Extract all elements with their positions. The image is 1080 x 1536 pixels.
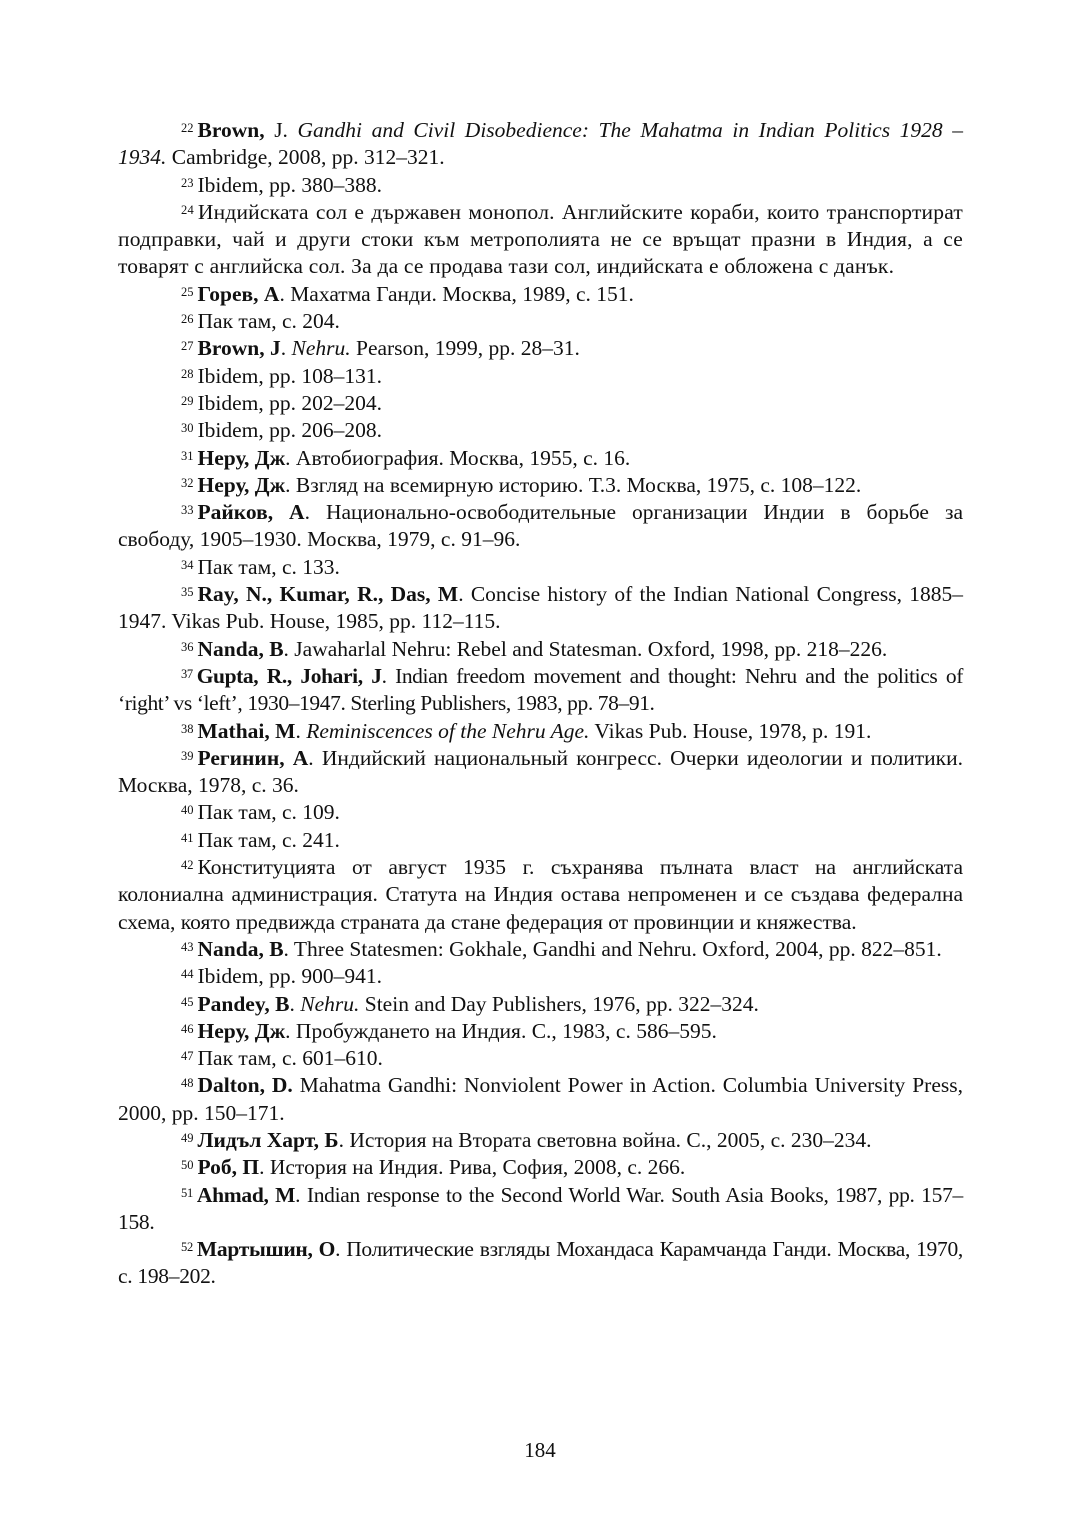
footnote-author: Ahmad, M <box>196 1182 296 1207</box>
footnote-number: 37 <box>181 666 193 681</box>
footnote-25 <box>118 281 963 308</box>
footnote-22 <box>118 117 963 172</box>
page-number: 184 <box>524 1438 556 1462</box>
footnote-separator: . <box>280 336 292 361</box>
footnote-author: Неру, Дж <box>197 1018 286 1043</box>
footnote-number: 40 <box>181 803 194 818</box>
footnote-author: Регинин, А <box>197 745 309 770</box>
footnote-47 <box>118 1045 963 1072</box>
footnote-36 <box>118 636 963 663</box>
footnote-number: 48 <box>181 1076 194 1091</box>
footnote-author: Ray, N., Kumar, R., Das, M <box>197 582 459 607</box>
footnote-number: 27 <box>181 339 194 354</box>
footnote-number: 22 <box>181 121 194 135</box>
footnote-number: 41 <box>181 830 194 845</box>
footnote-text: Пак там, с. 109. <box>197 800 340 825</box>
footnote-39 <box>118 745 963 800</box>
footnote-text: . Concise history of the Indian National Congress, 1885–1947. Vikas Pub. House, 1985, pp. 112–115. <box>118 582 963 634</box>
footnote-number: 50 <box>181 1158 194 1173</box>
footnote-separator: . <box>289 991 301 1016</box>
footnote-text: Пак там, с. 601–610. <box>197 1046 383 1071</box>
footnote-number: 36 <box>181 639 194 654</box>
footnote-33 <box>118 499 963 554</box>
footnote-number: 25 <box>181 284 194 299</box>
footnote-text: . Махатма Ганди. Москва, 1989, с. 151. <box>279 281 634 306</box>
footnote-text: . Three Statesmen: Gokhale, Gandhi and Nehru. Oxford, 2004, pp. 822–851. <box>283 936 942 961</box>
footnote-50 <box>118 1154 963 1181</box>
footnote-31 <box>118 445 963 472</box>
footnote-23 <box>118 172 963 199</box>
footnote-separator: J. <box>264 118 298 142</box>
footnote-separator: . <box>295 718 307 743</box>
footnote-number: 31 <box>181 448 194 463</box>
footnote-text: Ibidem, pp. 206–208. <box>197 418 383 443</box>
footnote-author: Gupta, R., Johari, J <box>196 663 382 688</box>
footnote-text: Пак там, с. 204. <box>197 309 340 334</box>
footnote-number: 51 <box>181 1185 193 1200</box>
footnote-text: Ibidem, pp. 108–131. <box>197 363 383 388</box>
footnote-number: 43 <box>181 939 194 954</box>
footnote-text: Ibidem, pp. 380–388. <box>197 172 383 197</box>
footnote-text: . Indian freedom movement and thought: Nehru and the politics of ‘right’ vs ‘left’, 1930–1947. Sterling Publishers, 1983, pp. 78–91. <box>118 663 963 716</box>
footnote-text: Ibidem, pp. 900–941. <box>197 964 383 989</box>
footnote-title: Reminiscences of the Nehru Age. <box>306 718 590 743</box>
footnote-35 <box>118 581 963 636</box>
footnote-number: 35 <box>181 585 194 600</box>
footnotes-list <box>118 117 963 1291</box>
footnote-32 <box>118 472 963 499</box>
footnote-52 <box>118 1236 963 1291</box>
footnote-number: 38 <box>181 721 194 736</box>
footnote-number: 34 <box>181 557 194 572</box>
footnote-number: 32 <box>181 475 194 490</box>
footnote-48 <box>118 1072 963 1127</box>
footnote-38 <box>118 718 963 745</box>
footnote-46 <box>118 1018 963 1045</box>
footnote-26 <box>118 308 963 335</box>
footnote-27 <box>118 335 963 362</box>
footnote-author: Райков, А <box>197 500 305 525</box>
footnote-45 <box>118 991 963 1018</box>
footnote-text: Cambridge, 2008, pp. 312–321. <box>166 145 445 170</box>
footnote-37 <box>118 663 963 718</box>
footnote-24 <box>118 199 963 281</box>
footnote-title: Gandhi and Civil Disobedience: The Mahatma in Indian Politics 1928 – 1934. <box>118 118 963 170</box>
footnote-43 <box>118 936 963 963</box>
footnote-42 <box>118 854 963 936</box>
footnote-49 <box>118 1127 963 1154</box>
footnote-29 <box>118 390 963 417</box>
footnote-text: . Политические взгляды Мохандаса Карамчанда Ганди. Москва, 1970, с. 198–202. <box>118 1237 963 1289</box>
footnote-text: Ibidem, pp. 202–204. <box>197 390 383 415</box>
footnote-text: Индийската сол е държавен монопол. Английските кораби, които транспортират подправки, чай и други стоки към метрополията не се връщат празни в Индия, а се товарят с английска сол. За да се продава тази сол, индийската е обложена с данък. <box>118 199 963 279</box>
footnote-text: . Национально-освободительные организации Индии в борьбе за свободу, 1905–1930. Москва, 1979, с. 91–96. <box>118 500 963 552</box>
footnote-text: . Indian response to the Second World War. South Asia Books, 1987, pp. 157–158. <box>118 1182 963 1234</box>
footnote-number: 28 <box>181 366 194 381</box>
footnote-number: 44 <box>181 967 194 982</box>
footnote-text: . Jawaharlal Nehru: Rebel and Statesman. Oxford, 1998, pp. 218–226. <box>283 636 888 661</box>
footnote-text: . Взгляд на всемирную историю. Т.3. Москва, 1975, с. 108–122. <box>285 472 862 497</box>
footnote-text: . История на Втората световна война. С., 2005, с. 230–234. <box>338 1127 872 1152</box>
footnote-author: Горев, А <box>197 281 280 306</box>
footnote-number: 30 <box>181 421 194 436</box>
footnote-title: Nehru. <box>291 336 351 361</box>
footnote-author: Brown, <box>197 118 265 142</box>
footnote-text: . Автобиография. Москва, 1955, с. 16. <box>285 445 631 470</box>
footnote-author: Лидъл Харт, Б <box>197 1127 339 1152</box>
footnote-number: 39 <box>181 748 194 763</box>
footnote-text: Vikas Pub. House, 1978, p. 191. <box>589 718 872 743</box>
footnote-author: Pandey, B <box>197 991 290 1016</box>
footnote-number: 24 <box>181 202 194 217</box>
footnote-number: 29 <box>181 393 194 408</box>
footnote-number: 23 <box>181 175 194 190</box>
footnote-author: Brown, J <box>197 336 281 361</box>
footnote-text: Пак там, с. 133. <box>197 554 340 579</box>
footnote-title: Nehru. <box>300 991 360 1016</box>
footnote-text: . Индийский национальный конгресс. Очерки идеологии и политики. Москва, 1978, с. 36. <box>118 745 963 798</box>
footnote-41 <box>118 827 963 854</box>
footnote-author: Неру, Дж <box>197 445 286 470</box>
footnote-author: Nanda, B <box>197 636 284 661</box>
footnote-author: Неру, Дж <box>197 472 286 497</box>
footnote-text: . История на Индия. Рива, София, 2008, с. 266. <box>259 1155 686 1180</box>
footnote-number: 45 <box>181 994 194 1009</box>
footnote-text: Пак там, с. 241. <box>197 827 340 852</box>
footnote-number: 49 <box>181 1130 194 1145</box>
footnote-author: Роб, П <box>197 1155 260 1180</box>
footnote-text: Stein and Day Publishers, 1976, pp. 322–324. <box>359 991 759 1016</box>
footnote-text: Mahatma Gandhi: Nonviolent Power in Action. Columbia University Press, 2000, pp. 150–171. <box>118 1073 963 1125</box>
footnote-author: Mathai, M <box>197 718 296 743</box>
footnote-author: Dalton, D. <box>197 1073 293 1098</box>
footnote-number: 42 <box>181 858 194 873</box>
footnote-number: 52 <box>181 1240 193 1255</box>
footnote-number: 46 <box>181 1021 194 1036</box>
footnote-number: 26 <box>181 312 194 327</box>
footnote-44 <box>118 963 963 990</box>
footnote-text: Pearson, 1999, pp. 28–31. <box>350 336 580 361</box>
footnote-number: 33 <box>181 503 194 518</box>
footnote-author: Nanda, B <box>197 936 284 961</box>
footnote-30 <box>118 417 963 444</box>
footnote-text: . Пробуждането на Индия. С., 1983, с. 586–595. <box>285 1018 717 1043</box>
footnote-51 <box>118 1182 963 1237</box>
footnote-28 <box>118 363 963 390</box>
footnote-author: Мартышин, О <box>196 1237 336 1262</box>
footnote-text: Конституцията от август 1935 г. съхранява пълната власт на английската колониална администрация. Статута на Индия остава непроменен и се създава федерална схема, която предвижда страната да стане федерация от провинции и княжества. <box>118 855 963 934</box>
footnote-40 <box>118 799 963 826</box>
footnote-number: 47 <box>181 1049 194 1064</box>
footnote-34 <box>118 554 963 581</box>
